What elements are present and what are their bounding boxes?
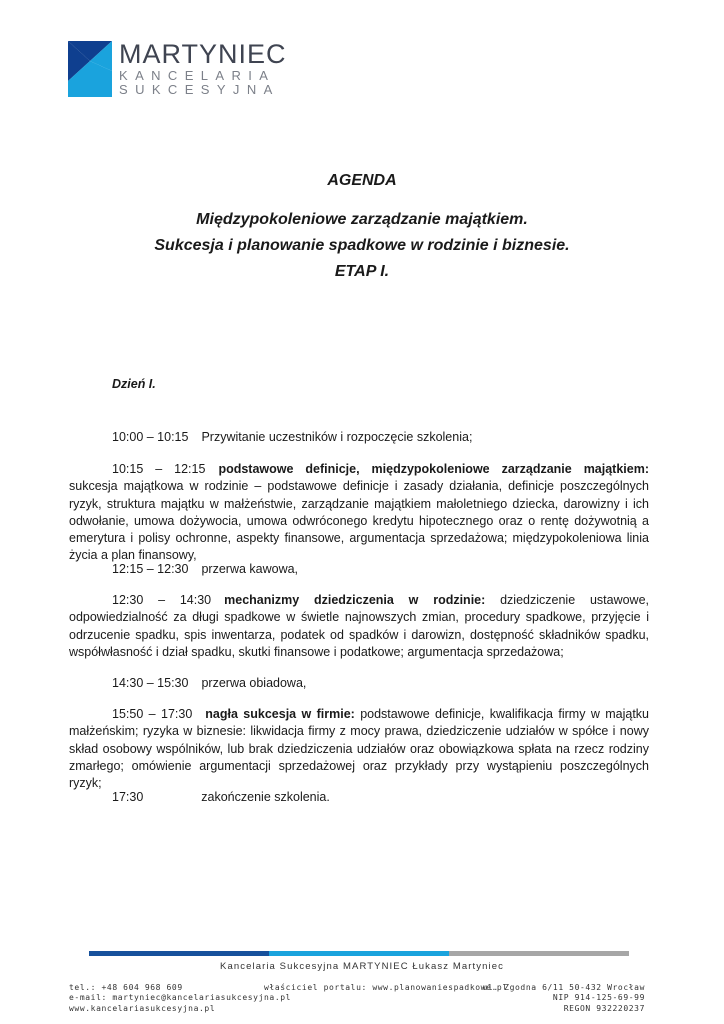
logo-line-1: KANCELARIA bbox=[119, 68, 276, 83]
footer-email: e-mail: martyniec@kancelariasukcesyjna.pl bbox=[69, 993, 292, 1003]
footer-regon: REGON 932220237 bbox=[563, 1003, 645, 1013]
schedule-text: dziedziczenie ustawowe, odpowiedzialność za długi spadkowe w świetle najnowszych zmian, procedury spadkowe, przyjęcie i odrzucenie spadku, spis inwentarza, podatek od spadków i darowizn, dostępność składników spadku, współwłasność i dział spadku, skutki finansowe i podatkowe; argumentacja sprzedażowa; bbox=[69, 593, 650, 659]
schedule-item bbox=[69, 789, 649, 806]
schedule-time: 17:30 bbox=[112, 790, 144, 804]
agenda-heading: AGENDA bbox=[327, 172, 397, 189]
footer-street: ul. Zgodna 6/11 50-432 Wrocław bbox=[482, 983, 645, 992]
schedule-time: 12:30 – 14:30 bbox=[112, 593, 212, 607]
footer-bar-segment bbox=[449, 951, 629, 956]
schedule-topic: nagła sukcesja w firmie: bbox=[205, 707, 355, 721]
logo-line-2: SUKCESYJNA bbox=[119, 81, 280, 97]
footer-color-bar bbox=[89, 951, 629, 956]
schedule-item bbox=[69, 706, 649, 792]
title-line-3: ETAP I. bbox=[334, 263, 390, 280]
schedule-topic: podstawowe definicje, międzypokoleniowe zarządzanie majątkiem: bbox=[218, 462, 649, 476]
footer-portal-owner: właściciel portalu: www.planowaniespadkowe.pl bbox=[264, 983, 508, 992]
schedule-time: 10:00 – 10:15 bbox=[112, 430, 189, 444]
title-line-1: Międzypokoleniowe zarządzanie majątkiem. bbox=[196, 211, 528, 228]
footer-phone: tel.: +48 604 968 609 bbox=[69, 983, 183, 992]
schedule-text: przerwa obiadowa, bbox=[201, 676, 307, 690]
schedule-text: Przywitanie uczestników i rozpoczęcie szkolenia; bbox=[201, 430, 473, 444]
footer-contact bbox=[69, 983, 291, 1014]
title-line-2: Sukcesja i planowanie spadkowe w rodzinie i biznesie. bbox=[154, 237, 570, 254]
footer-bar-segment bbox=[89, 951, 269, 956]
day-heading: Dzień I. bbox=[112, 377, 156, 391]
footer-company-name: Kancelaria Sukcesyjna MARTYNIEC Łukasz Martyniec bbox=[220, 961, 504, 972]
logo-name: MARTYNIEC bbox=[119, 39, 287, 69]
footer-website: www.kancelariasukcesyjna.pl bbox=[69, 1003, 216, 1013]
schedule-text: zakończenie szkolenia. bbox=[201, 790, 330, 804]
schedule-text: sukcesja majątkowa w rodzinie – podstawowe definicje i zasady działania, definicje poszczególnych ryzyk, struktura majątku w małżeństwie, zarządzanie majątkiem małoletniego dziecka, darowizny i ich odwołanie, umowa dożywocia, umowa odwróconego kredytu hipotecznego oraz o rentę dożywotnią a emerytura i polisy ochronne, aspekty finansowe, argumentacja sprzedażowa; międzypokoleniowa linia życia a plan finansowy, bbox=[69, 479, 649, 563]
schedule-time: 15:50 – 17:30 bbox=[112, 707, 193, 721]
schedule-item bbox=[69, 592, 649, 661]
schedule-item bbox=[69, 561, 649, 578]
schedule-time: 14:30 – 15:30 bbox=[112, 676, 189, 690]
schedule-item bbox=[69, 429, 649, 446]
footer-address bbox=[483, 983, 646, 1014]
schedule-time: 10:15 – 12:15 bbox=[112, 462, 206, 476]
footer-portal bbox=[264, 983, 508, 993]
logo-mark-icon bbox=[68, 41, 112, 97]
schedule-time: 12:15 – 12:30 bbox=[112, 562, 189, 576]
footer-nip: NIP 914-125-69-99 bbox=[552, 993, 645, 1003]
schedule-topic: mechanizmy dziedziczenia w rodzinie: bbox=[224, 593, 486, 607]
document-title bbox=[0, 207, 724, 285]
schedule-item bbox=[69, 461, 649, 565]
company-logo bbox=[68, 41, 308, 101]
schedule-item bbox=[69, 675, 649, 692]
footer-bar-segment bbox=[269, 951, 449, 956]
schedule-text: przerwa kawowa, bbox=[201, 562, 299, 576]
schedule-text: podstawowe definicje, kwalifikacja firmy w majątku małżeńskim; ryzyka w biznesie: likwidacja firmy z mocy prawa, dziedziczenie udziałów w spółce i nowy skład osobowy wspólników, lub brak dziedziczenia udziałów oraz obowiązkowa spłata na rzecz rodziny zmarłego; omówienie argumentacji sprzedażowej oraz przykłady przy wystąpieniu poszczególnych ryzyk; bbox=[69, 707, 649, 791]
